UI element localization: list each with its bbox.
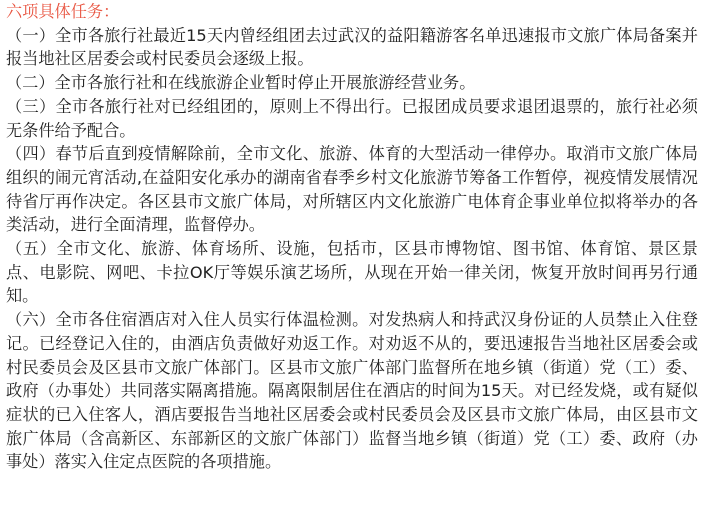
task-item-2: （二）全市各旅行社和在线旅游企业暂时停止开展旅游经营业务。 xyxy=(6,73,476,93)
section-heading: 六项具体任务： xyxy=(6,2,120,21)
task-item-4: （四）春节后直到疫情解除前，全市文化、旅游、体育的大型活动一律停办。取消市文旅广体局组织的闹元宵活动,在益阳安化承办的湖南省春季乡村文化旅游节筹备工作暂停，视疫情发展情况待省厅再作决定。各区县市文旅广体局，对所辖区内文化旅游广电体育企事业单位拟将举办的各类活动，进行全面清理，监督停办。 xyxy=(6,144,698,235)
task-item-3: （三）全市各旅行社对已经组团的，原则上不得出行。已报团成员要求退团退票的，旅行社必须无条件给予配合。 xyxy=(6,96,698,140)
task-item-1: （一）全市各旅行社最近15天内曾经组团去过武汉的益阳籍游客名单迅速报市文旅广体局备案并报当地社区居委会或村民委员会逐级上报。 xyxy=(6,25,698,69)
task-item-5: （五）全市文化、旅游、体育场所、设施，包括市，区县市博物馆、图书馆、体育馆、景区景点、电影院、网吧、卡拉OK厅等娱乐演艺场所，从现在开始一律关闭，恢复开放时间再另行通知。 xyxy=(6,239,698,306)
task-item-6: （六）全市各住宿酒店对入住人员实行体温检测。对发热病人和持武汉身份证的人员禁止入住登记。已经登记入住的，由酒店负责做好劝返工作。对劝返不从的，要迅速报告当地社区居委会或村民委员会及区县市文旅广体部门。区县市文旅广体部门监督所在地乡镇（街道）党（工）委、政府（办事处）共同落实隔离措施。隔离限制居住在酒店的时间为15天。对已经发烧，或有疑似症状的已入住客人，酒店要报告当地社区居委会或村民委员会及区县市文旅广体局，由区县市文旅广体局（含高新区、东部新区的文旅广体部门）监督当地乡镇（街道）党（工）委、政府（办事处）落实入住定点医院的各项措施。 xyxy=(6,310,698,472)
document-body xyxy=(6,0,698,474)
